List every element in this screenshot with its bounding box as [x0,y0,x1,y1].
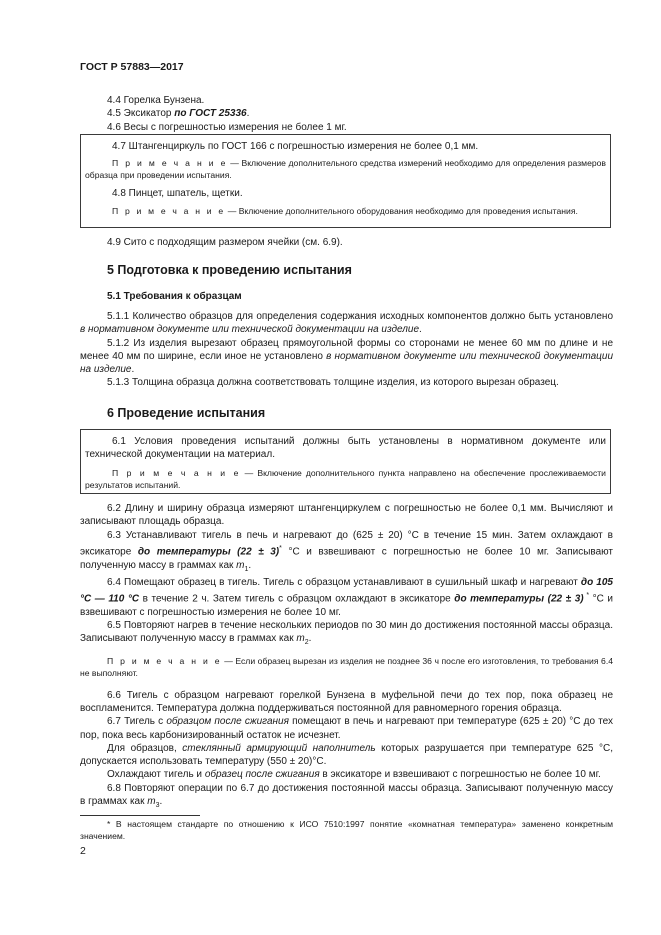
note-6-5-label: П р и м е ч а н и е [107,655,222,666]
para-6-7-cool-end: в эксикаторе и взвешивают с погрешностью не более 10 мг. [319,769,601,781]
para-6-6: 6.6 Тигель с образцом нагревают горелкой Бунзена в муфельной печи до тех пор, пока образец не воспламенится. Температура должна поддерживаться постоянной для равномерного горения образца. [80,689,613,714]
para-6-7-glass [80,742,613,769]
item-4-9-block [80,236,613,249]
item-4-8: 4.8 Пинцет, шпатель, щетки. [112,188,243,200]
para-6-5 [80,619,613,650]
mass-subscript: 1 [244,565,249,573]
para-6-7-cool [80,768,613,781]
para-5-1-1-text: 5.1.1 Количество образцов для определения содержания исходных компонентов должно быть установлено [107,311,613,322]
para-6-8-text: 6.8 Повторяют операции по 6.7 до достижения постоянной массы образца. Записывают полученную массу в граммах как [80,782,613,807]
para-5-1-1 [80,310,613,337]
mass-symbol: m [296,633,305,645]
subsection-5-1-title: 5.1 Требования к образцам [107,291,242,302]
para-6-7-glass-italic: стеклянный армирующий наполнитель [182,742,376,754]
item-4-5 [80,107,613,120]
item-4-9: 4.9 Сито с подходящим размером ячейки (см. 6.9). [107,237,343,248]
document-header: ГОСТ Р 57883—2017 [80,61,184,73]
para-5-1-2-text: 5.1.2 Из изделия вырезают образец прямоугольной формы со сторонами не менее 60 мм по длине и не менее 40 мм по ширине, если иное не установлено [80,337,613,362]
section-5-body [80,310,613,390]
item-4-5-end: . [246,108,250,120]
note-2-text: — Включение дополнительного оборудования необходимо для проведения испытания. [225,205,578,216]
para-6-4 [80,576,613,619]
footnote: * В настоящем стандарте по отношению к ИСО 7510:1997 понятие «комнатная температура» заменено конкретным значением. [80,819,613,841]
para-6-7-cool-italic: образец после сжигания [204,769,320,781]
para-6-8 [80,782,613,813]
note-2-label: П р и м е ч а н и е [112,205,226,216]
para-5-1-1-italic: в нормативном документе или технической документации на изделие [80,324,420,336]
para-6-3-text-2: °С и взвешивают с погрешностью не более 10 мг. Записывают полученную массу в граммах как [80,546,614,571]
para-6-1: 6.1 Условия проведения испытаний должны быть установлены в нормативном документе или технической документации на материал. [85,436,606,461]
para-5-1-3: 5.1.3 Толщина образца должна соответствовать толщине изделия, из которого вырезан образец. [107,377,559,389]
note-1-label: П р и м е ч а н и е [112,158,228,169]
para-6-8-end: . [159,796,163,807]
para-6-7-glass-end: которых разрушается при температуре 625 °С, допускается использовать температуру (550 ± 20)°С. [80,742,613,768]
note-6-5-text: — Если образец вырезан из изделия не позднее 36 ч после его изготовления, то требования 6.4 не выполняют. [80,655,613,678]
para-6-3-emphasis: до температуры (22 ± 3) [137,546,280,558]
section-5-title: 5 Подготовка к проведению испытания [107,263,352,277]
item-4-6: 4.6 Весы с погрешностью измерения не более 1 мг. [107,121,347,133]
para-6-7-text: 6.7 Тигель с [107,716,167,728]
para-6-3-end: . [248,559,252,571]
para-5-1-2-end: . [131,364,135,376]
para-6-7 [80,715,613,742]
para-6-7-glass-text: Для образцов, [107,742,183,754]
para-5-1-1-end: . [419,324,422,336]
para-6-5-text: 6.5 Повторяют нагрев в течение нескольких периодов по 30 мин до достижения постоянной массы образца. Записывают полученную массу в граммах как [80,620,613,645]
note-1-text: — Включение дополнительного средства измерений необходимо для определения размеров образца при проведении испытания. [85,158,606,181]
para-5-1-2 [80,337,613,377]
para-6-3 [80,529,613,576]
para-6-4-end: °С и взвешивают с погрешностью измерения не более 10 мг. [80,593,613,618]
note-1 [85,157,606,181]
item-4-4: 4.4 Горелка Бунзена. [107,95,205,106]
note-2 [85,205,606,217]
para-6-4-emphasis-2: до температуры (22 ± 3) [454,593,584,605]
added-text-box-1 [80,134,611,228]
para-6-2: 6.2 Длину и ширину образца измеряют штангенциркулем с погрешностью не более 0,1 мм. Вычисляют и записывают площадь образца. [80,503,613,528]
para-6-4-text-2: в течение 2 ч. Затем тигель с образцом охлаждают в эксикаторе [139,593,455,605]
para-6-7-cool-text: Охлаждают тигель и [107,769,205,781]
mass-symbol: m [147,796,156,807]
para-6-3-text: 6.3 Устанавливают тигель в печь и нагревают до (625 ± 20) °С в течение 15 мин. Затем охлаждают в эксикаторе [80,529,613,558]
footnote-marker: * [583,592,590,600]
para-6-7-italic: образцом после сжигания [166,716,289,728]
equipment-list [80,94,613,134]
mass-subscript: 2 [304,639,309,647]
mass-subscript: 3 [155,802,160,809]
para-6-4-emphasis: до 105 °С — 110 °С [80,576,613,605]
para-6-5-end: . [308,633,312,645]
mass-symbol: m [236,559,245,571]
item-4-7: 4.7 Штангенциркуль по ГОСТ 166 с погрешностью измерения не более 0,1 мм. [112,141,479,152]
para-6-4-text: 6.4 Помещают образец в тигель. Тигель с образцом устанавливают в сушильный шкаф и нагревают [107,576,581,588]
added-text-box-2 [80,429,611,494]
note-6-1-text: — Включение дополнительного пункта направлено на обеспечение прослеживаемости результатов испытаний. [85,467,606,490]
para-5-1-2-italic: в нормативном документе или технической документации на изделие [80,350,614,376]
footnote-separator [80,815,200,816]
footnote-marker: * [279,544,282,552]
note-6-1 [85,467,606,491]
item-4-5-reference: по ГОСТ 25336 [174,108,247,120]
item-4-5-text: 4.5 Эксикатор [107,108,175,120]
section-6-title: 6 Проведение испытания [107,406,266,420]
section-6-body [80,502,613,812]
page-number: 2 [80,845,86,857]
para-6-7-end: помещают в печь и нагревают при температуре (625 ± 20) °С до тех пор, пока весь карбонизированный остаток не исчезнет. [80,716,614,741]
note-6-5 [80,655,613,679]
note-6-1-label: П р и м е ч а н и е [112,467,241,478]
